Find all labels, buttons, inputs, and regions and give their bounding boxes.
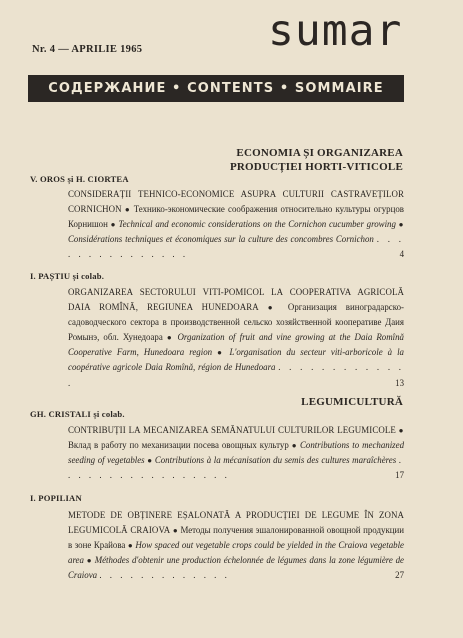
entry-title-en: Organization of fruit and vine growing at the Daia Romînă Cooperative Farm, Hunedoara region: [68, 332, 404, 358]
bullet-icon: ●: [398, 220, 405, 230]
page-number: 13: [395, 377, 404, 388]
bullet-icon: ●: [291, 441, 301, 451]
bullet-icon: ●: [172, 526, 181, 536]
toc-entry: [68, 285, 404, 391]
page-number: 27: [395, 570, 404, 581]
entry-title-en: Technical and economic considerations on the Cornichon cucumber growing: [118, 219, 396, 230]
bullet-icon: ●: [166, 333, 178, 343]
dot-leader: . . . . . . . . . . . . .: [68, 362, 404, 388]
entry-title-en: Contributions to mechanized seeding of vegetables: [68, 440, 405, 466]
entry-title-ru: Вклад в работу по механизации посева овощных культур: [68, 440, 289, 451]
bullet-icon: ●: [217, 348, 230, 358]
bullet-icon: ●: [86, 556, 95, 566]
entry-title-ro: METODE DE OBȚINERE EȘALONATĂ A PRODUCȚIEI DE LEGUME ÎN ZONA LEGUMICOLĂ CRAIOVA: [68, 510, 404, 536]
entry-title-ru: Организация виноградарско-садоводческого сектора в производственной сельско хозяйственной кооперативе Даия Ромынэ, обл. Хунедоара: [68, 302, 404, 343]
bullet-icon: ●: [267, 303, 288, 313]
entry-title-ro: CONTRIBUȚII LA MECANIZAREA SEMĂNATULUI CULTURILOR LEGUMICOLE: [68, 425, 396, 435]
dot-leader: . . . . . . . . . . . . . . .: [68, 234, 405, 260]
contents-banner: СОДЕРЖАНИЕ • CONTENTS • SOMMAIRE: [28, 75, 404, 102]
issue-number: Nr. 4 — APRILIE 1965: [32, 44, 143, 55]
toc-entry: [68, 423, 404, 483]
bullet-icon: ●: [147, 456, 155, 466]
bullet-icon: ●: [127, 541, 136, 551]
entry-title-en: How spaced out vegetable crops could be yielded in the Craiova vegetable area: [68, 540, 404, 566]
dot-leader: . . . . . . . . . . . . . . . . .: [68, 455, 405, 481]
page-title: sumar: [268, 6, 403, 56]
section-heading: [301, 395, 403, 409]
toc-entry: [68, 187, 404, 262]
entry-title-fr: Contributions à la mécanisation du semis des cultures maraîchères: [154, 455, 397, 466]
entry-title-ro: CONSIDERAȚII TEHNICO-ECONOMICE ASUPRA CULTURII CASTRAVEȚILOR CORNICHON: [68, 189, 404, 215]
bullet-icon: ●: [398, 426, 404, 435]
section-heading-line: PRODUCȚIEI HORTI-VITICOLE: [229, 161, 403, 173]
bullet-icon: ●: [124, 205, 134, 215]
entry-author: V. OROS și H. CIORTEA: [30, 174, 129, 184]
section-heading-line: ECONOMIA ȘI ORGANIZAREA: [236, 147, 403, 159]
entry-title-fr: L'organisation du secteur viti-arboricole à la coopérative agricole Daia Romînă, région de Hunedoara: [68, 347, 404, 373]
section-heading: [230, 146, 403, 174]
section-heading-line: LEGUMICULTURĂ: [301, 396, 403, 408]
entry-author: I. PAȘTIU și colab.: [30, 271, 105, 281]
entry-author: I. POPILIAN: [30, 493, 82, 503]
entry-title-ru: Технико-экономические соображения относительно культуры огурцов Корнишон: [68, 204, 404, 230]
bullet-icon: ●: [110, 220, 119, 230]
toc-entry: [68, 508, 404, 583]
entry-title-ru: Методы получения эшалонированной овощной продукции в зоне Крайова: [68, 525, 405, 551]
entry-title-fr: Méthodes d'obtenir une production échelonnée de légumes dans la zone légumière de Craiova: [68, 555, 404, 581]
entry-title-fr: Considérations techniques et économiques sur la culture des concombres Cornichon: [68, 234, 374, 245]
page-number: 17: [395, 470, 404, 481]
dot-leader: . . . . . . . . . . . . .: [99, 570, 230, 581]
entry-title-ro: ORGANIZAREA SECTORULUI VITI-POMICOL LA COOPERATIVA AGRICOLĂ DAIA ROMÎNĂ, REGIUNEA HUNEDOARA: [68, 287, 404, 313]
entry-author: GH. CRISTALI și colab.: [30, 409, 125, 419]
page-number: 4: [399, 249, 404, 260]
